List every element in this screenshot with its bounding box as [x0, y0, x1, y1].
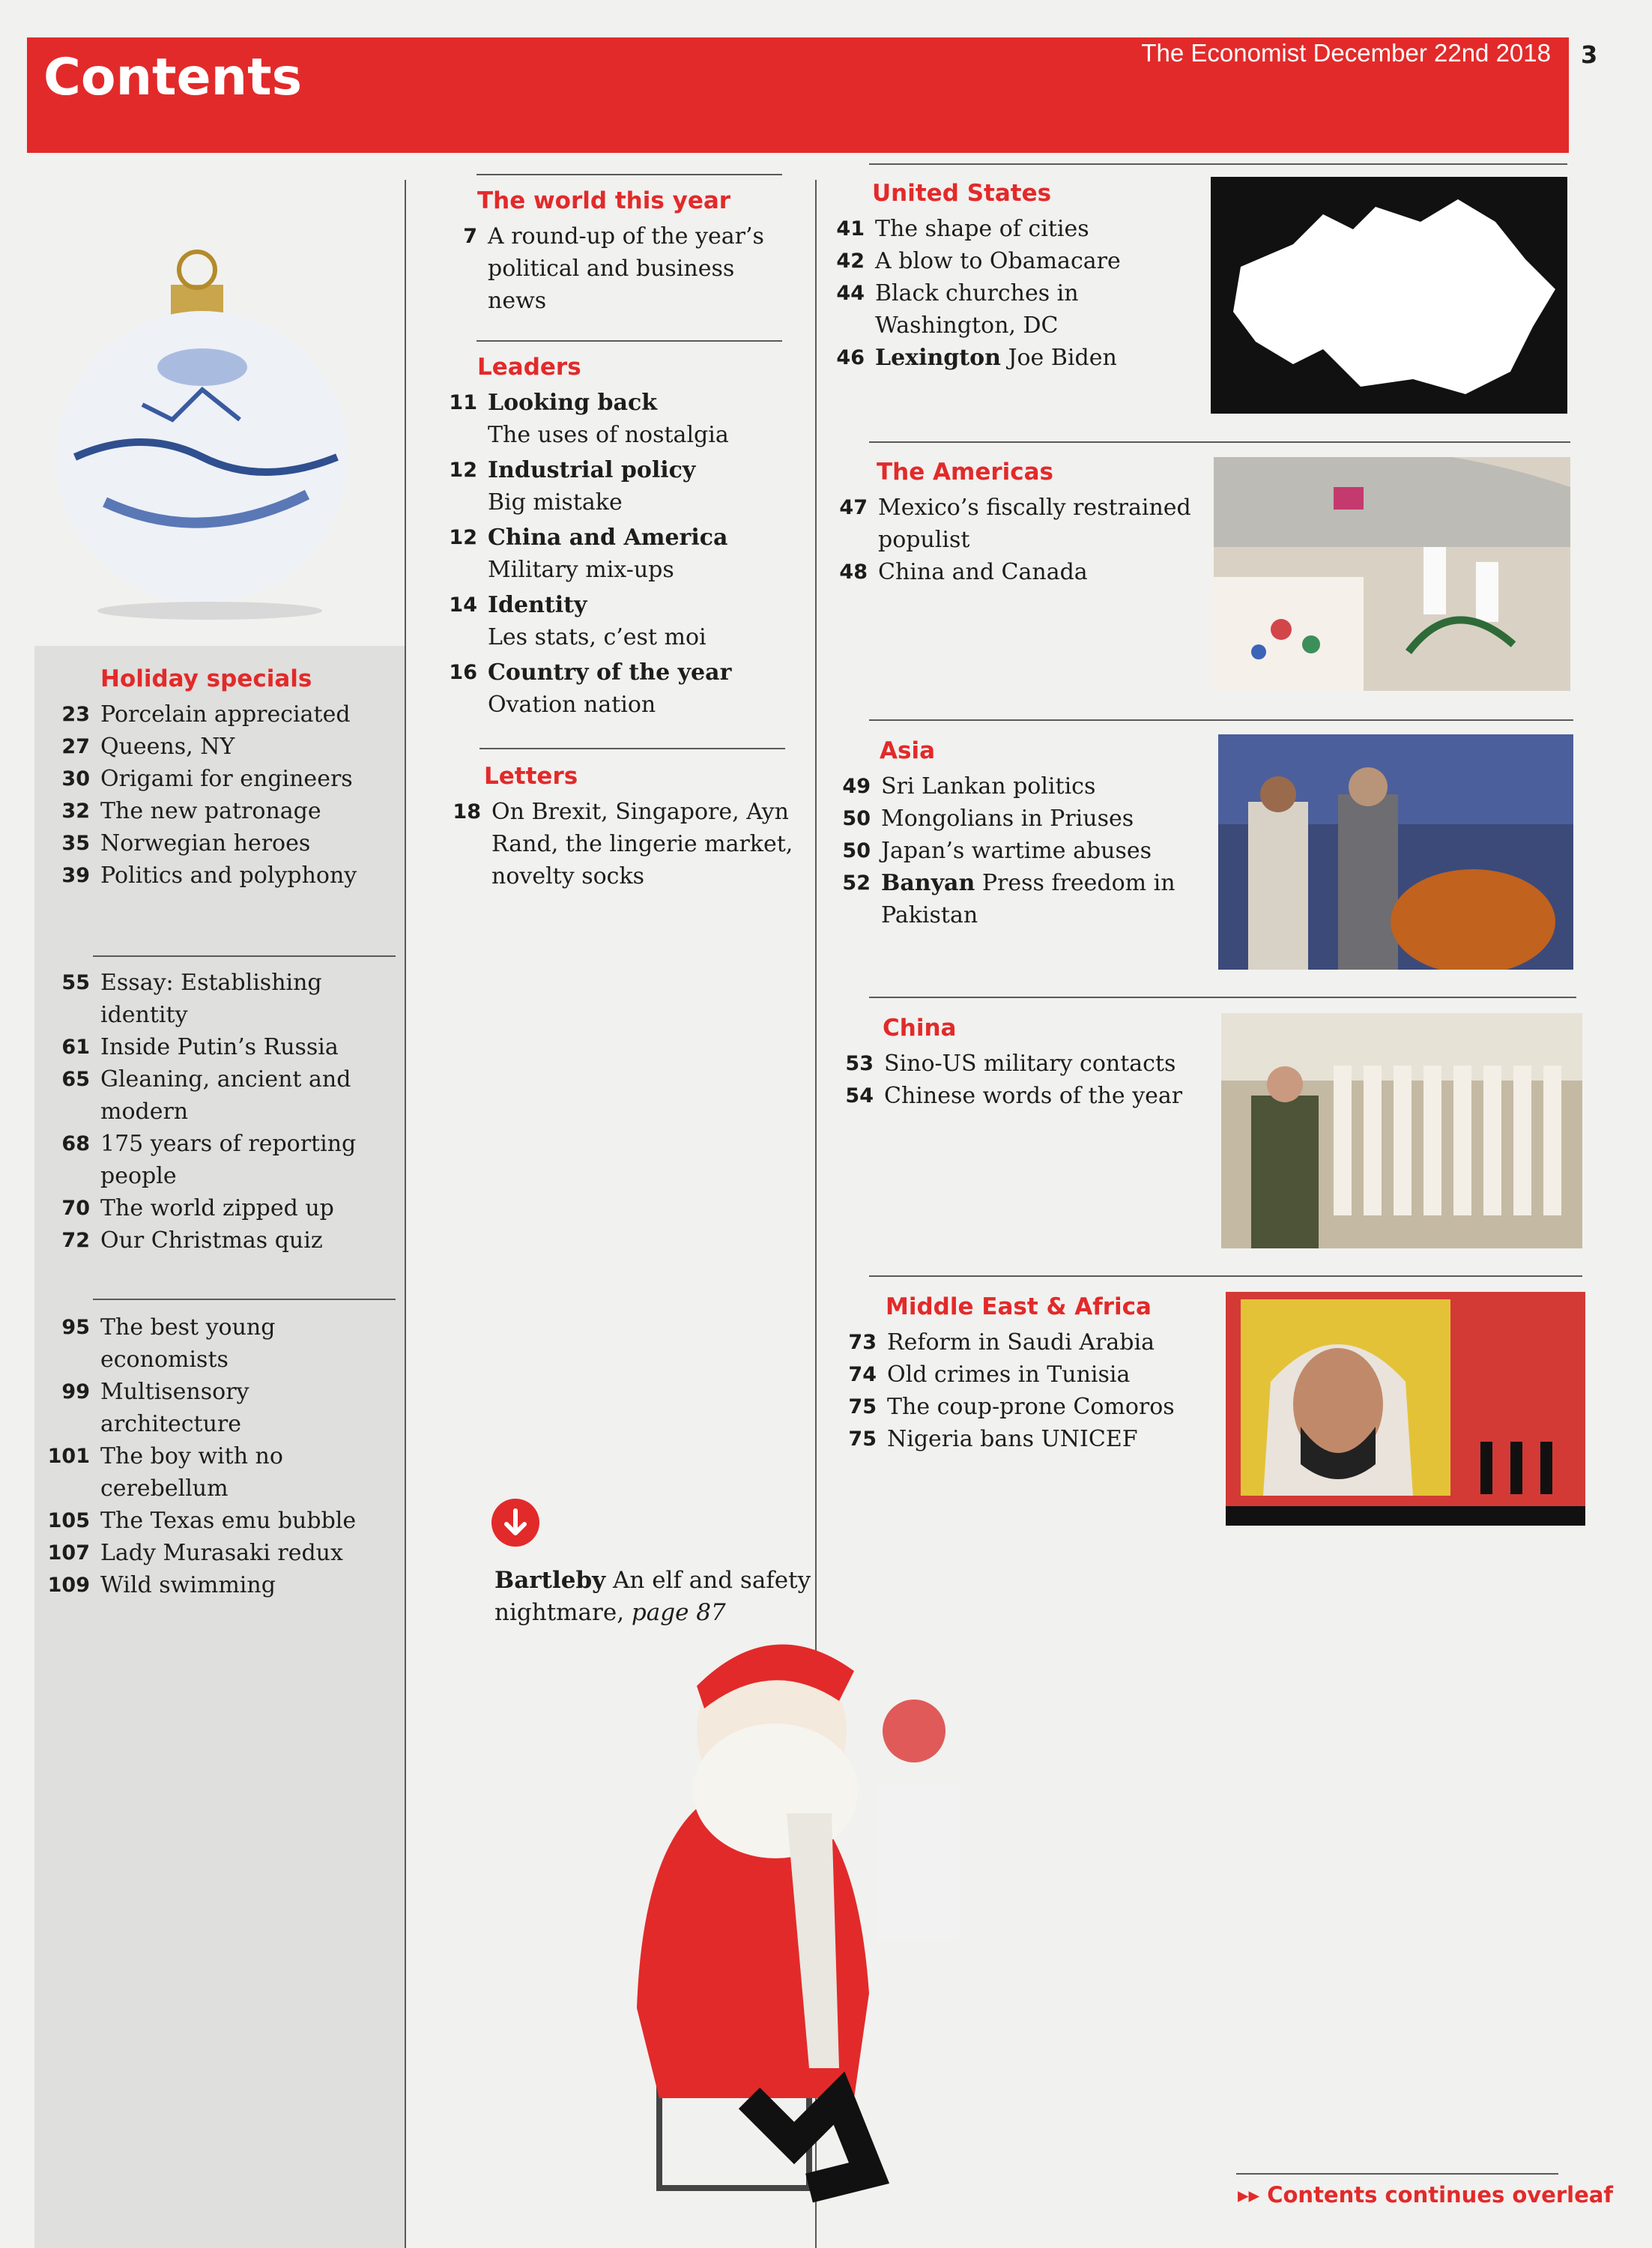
entry-text: Gleaning, ancient and modern: [100, 1066, 351, 1125]
divider: [476, 174, 782, 175]
entry-text: [881, 867, 1217, 931]
page-number: 75: [848, 1395, 877, 1418]
page-number: 99: [61, 1380, 90, 1404]
entry-text: Essay: Establishing identity: [100, 970, 322, 1028]
page-number: 42: [836, 250, 865, 273]
entry-text: [488, 589, 790, 653]
entry-text: The coup-prone Comoros: [887, 1394, 1175, 1420]
page-number: 73: [848, 1331, 877, 1354]
toc-entry[interactable]: [46, 698, 397, 731]
santa-illustration: [614, 1619, 1004, 2203]
bartleby-page-ref: page 87: [631, 1599, 726, 1626]
letters-section: [442, 760, 794, 892]
entry-text: Origami for engineers: [100, 766, 353, 792]
page-number: 12: [449, 459, 477, 482]
toc-entry[interactable]: [46, 827, 397, 859]
entry-text: The best young economists: [100, 1314, 276, 1373]
page-number: 11: [449, 391, 477, 414]
entry-subhead: Big mistake: [488, 489, 623, 516]
ornament-image: [52, 232, 367, 622]
page-number: 50: [842, 839, 871, 862]
entry-text: Reform in Saudi Arabia: [887, 1329, 1155, 1356]
entry-headline: Industrial policy: [488, 457, 696, 483]
section-title-united-states: United States: [872, 180, 1052, 207]
page-number: 30: [61, 767, 90, 791]
entry-subhead: The uses of nostalgia: [488, 422, 729, 448]
section-title-asia: Asia: [880, 737, 935, 764]
americas-photo: [1214, 457, 1570, 691]
page-number: 35: [61, 832, 90, 855]
down-arrow-icon[interactable]: [491, 1499, 539, 1547]
page-number: 12: [449, 526, 477, 549]
page-number: 109: [47, 1574, 90, 1597]
page-number: 95: [61, 1316, 90, 1339]
toc-entry[interactable]: [830, 1048, 1220, 1080]
divider: [869, 441, 1570, 443]
page-number: 32: [61, 800, 90, 823]
entry-headline: Identity: [488, 592, 587, 618]
toc-entry[interactable]: [438, 454, 790, 519]
section-title-holiday: Holiday specials: [100, 665, 312, 692]
section-title-world: The world this year: [477, 187, 731, 214]
toc-entry[interactable]: [46, 1376, 397, 1440]
holiday-specials-section: [46, 662, 397, 892]
toc-entry[interactable]: [46, 1440, 397, 1505]
toc-entry[interactable]: [46, 1192, 397, 1224]
contents-continues-link[interactable]: [1238, 2182, 1613, 2208]
toc-entry[interactable]: [821, 213, 1211, 245]
page-number: 14: [449, 593, 477, 617]
page-number: 46: [836, 346, 865, 369]
entry-text: The shape of cities: [875, 216, 1089, 242]
section-title-leaders: Leaders: [477, 354, 581, 381]
world-this-year-section: [438, 184, 790, 317]
page-number: 47: [839, 496, 868, 519]
entry-text: [488, 522, 790, 586]
page-number: 101: [47, 1445, 90, 1468]
entry-text: The new patronage: [100, 798, 321, 824]
divider: [93, 955, 396, 957]
entry-text: Queens, NY: [100, 734, 235, 760]
entry-text: Sino-US military contacts: [884, 1051, 1176, 1077]
entry-headline: Country of the year: [488, 659, 732, 686]
entry-text: Nigeria bans UNICEF: [887, 1426, 1138, 1452]
toc-entry[interactable]: [46, 967, 397, 1031]
divider: [869, 997, 1576, 998]
toc-entry[interactable]: [438, 522, 790, 586]
entry-text: The world zipped up: [100, 1195, 334, 1221]
page-number: 68: [61, 1132, 90, 1155]
entry-headline: Banyan: [881, 870, 975, 896]
section-title-letters: Letters: [484, 763, 578, 790]
toc-entry[interactable]: [833, 1326, 1230, 1359]
toc-entry[interactable]: [438, 656, 790, 721]
page-number: 18: [453, 800, 481, 824]
toc-entry[interactable]: [46, 731, 397, 763]
toc-entry[interactable]: [827, 770, 1217, 803]
toc-entry[interactable]: [438, 220, 790, 317]
entry-text: 175 years of reporting people: [100, 1131, 357, 1189]
page-number: 74: [848, 1363, 877, 1386]
bartleby-text: An elf and safety nightmare,: [494, 1567, 811, 1626]
entry-text: Mongolians in Priuses: [881, 806, 1134, 832]
divider: [479, 748, 785, 749]
toc-entry[interactable]: [827, 835, 1217, 867]
page-number: 50: [842, 807, 871, 830]
entry-text: Mexico’s fiscally restrained populist: [878, 495, 1191, 553]
masthead-date: The Economist December 22nd 2018: [1141, 39, 1551, 67]
entry-text: Lady Murasaki redux: [100, 1540, 343, 1566]
entry-text: China and Canada: [878, 559, 1088, 585]
toc-entry[interactable]: [46, 1031, 397, 1063]
asia-section: [827, 734, 1217, 931]
united-states-section: [821, 177, 1211, 374]
entry-text: A round-up of the year’s political and business news: [488, 223, 764, 314]
entry-subhead: Ovation nation: [488, 692, 656, 718]
toc-entry[interactable]: [442, 796, 794, 892]
section-title-americas: The Americas: [877, 459, 1054, 486]
divider: [1236, 2173, 1558, 2175]
contents-header-bar: [27, 37, 1569, 153]
entry-text: The Texas emu bubble: [100, 1508, 357, 1534]
entry-text: Black churches in Washington, DC: [875, 280, 1079, 339]
entry-text: [488, 656, 790, 721]
entry-text: Inside Putin’s Russia: [100, 1034, 339, 1060]
section-title-mideast: Middle East & Africa: [886, 1293, 1152, 1320]
toc-entry[interactable]: [821, 342, 1211, 374]
toc-entry[interactable]: [821, 277, 1211, 342]
toc-entry[interactable]: [824, 556, 1214, 588]
entry-subhead: Joe Biden: [1000, 345, 1117, 371]
entry-headline: China and America: [488, 525, 728, 551]
toc-entry[interactable]: [46, 859, 397, 892]
leaders-section: [438, 351, 790, 724]
entry-text: Multisensory architecture: [100, 1379, 249, 1437]
asia-photo: [1218, 734, 1573, 970]
entry-text: Old crimes in Tunisia: [887, 1362, 1131, 1388]
page-number: 105: [47, 1509, 90, 1532]
toc-entry[interactable]: [438, 589, 790, 653]
page-number: 65: [61, 1068, 90, 1091]
section-title-china: China: [883, 1015, 957, 1042]
page-number: 75: [848, 1427, 877, 1451]
holiday-list-3: [46, 1311, 397, 1601]
page-title: Contents: [43, 48, 303, 107]
toc-entry[interactable]: [46, 763, 397, 795]
toc-entry[interactable]: [46, 1063, 397, 1128]
toc-entry[interactable]: [46, 1505, 397, 1537]
entry-text: Norwegian heroes: [100, 830, 311, 856]
toc-entry[interactable]: [830, 1080, 1220, 1112]
divider: [93, 1299, 396, 1300]
entry-text: [875, 342, 1211, 374]
toc-entry[interactable]: [46, 795, 397, 827]
entry-text: A blow to Obamacare: [875, 248, 1121, 274]
page-number: 72: [61, 1229, 90, 1252]
toc-entry[interactable]: [46, 1537, 397, 1569]
divider: [476, 340, 782, 342]
entry-text: [488, 387, 790, 451]
entry-text: [488, 454, 790, 519]
entry-subhead: Military mix-ups: [488, 557, 674, 583]
page-number: 44: [836, 282, 865, 305]
entry-subhead: Press freedom in Pakistan: [881, 870, 1176, 928]
mideast-section: [833, 1290, 1230, 1455]
toc-entry[interactable]: [821, 245, 1211, 277]
bartleby-label: Bartleby: [494, 1567, 606, 1594]
entry-text: Our Christmas quiz: [100, 1227, 323, 1254]
page-number: 70: [61, 1197, 90, 1220]
page-number: 48: [839, 561, 868, 584]
toc-entry[interactable]: [824, 492, 1214, 556]
page-number: 61: [61, 1036, 90, 1059]
china-photo: [1221, 1013, 1582, 1248]
entry-text: Sri Lankan politics: [881, 773, 1096, 800]
entry-subhead: Les stats, c’est moi: [488, 624, 707, 650]
contents-continues-label: Contents continues overleaf: [1267, 2182, 1613, 2208]
toc-entry[interactable]: [46, 1311, 397, 1376]
page-number: 27: [61, 735, 90, 758]
page-number: 52: [842, 871, 871, 895]
toc-entry[interactable]: [46, 1569, 397, 1601]
entry-text: The boy with no cerebellum: [100, 1443, 283, 1502]
entry-text: Porcelain appreciated: [100, 701, 351, 728]
page-number: 55: [61, 971, 90, 994]
toc-entry[interactable]: [827, 803, 1217, 835]
page-number: 16: [449, 661, 477, 684]
entry-text: Japan’s wartime abuses: [881, 838, 1152, 864]
toc-entry[interactable]: [46, 1224, 397, 1257]
page-number: 53: [845, 1052, 874, 1075]
entry-text: On Brexit, Singapore, Ayn Rand, the lingerie market, novelty socks: [491, 799, 793, 889]
toc-entry[interactable]: [833, 1391, 1230, 1423]
entry-headline: Looking back: [488, 390, 657, 416]
divider: [869, 719, 1573, 721]
entry-text: Politics and polyphony: [100, 862, 357, 889]
column-rule-left: [405, 180, 406, 2248]
page-number: 54: [845, 1084, 874, 1108]
americas-section: [824, 456, 1214, 588]
us-map-image: [1211, 177, 1567, 414]
holiday-list-2: [46, 967, 397, 1257]
entry-text: Wild swimming: [100, 1572, 276, 1598]
toc-entry[interactable]: [833, 1359, 1230, 1391]
double-chevron-right-icon: ▸▸: [1238, 2182, 1268, 2208]
toc-entry[interactable]: [438, 387, 790, 451]
page-number: 39: [61, 864, 90, 887]
divider: [869, 1275, 1582, 1277]
page-number: 41: [836, 217, 865, 241]
toc-entry[interactable]: [833, 1423, 1230, 1455]
entry-headline: Lexington: [875, 345, 1001, 371]
toc-entry[interactable]: [827, 867, 1217, 931]
toc-entry[interactable]: [46, 1128, 397, 1192]
page-number: 7: [463, 225, 477, 248]
china-section: [830, 1012, 1220, 1112]
mideast-illustration: [1226, 1292, 1585, 1526]
page-number: 107: [47, 1541, 90, 1565]
entry-text: Chinese words of the year: [884, 1083, 1183, 1109]
page-number: 49: [842, 775, 871, 798]
page-number: 23: [61, 703, 90, 726]
divider: [869, 163, 1567, 165]
page-number: 3: [1581, 40, 1598, 69]
